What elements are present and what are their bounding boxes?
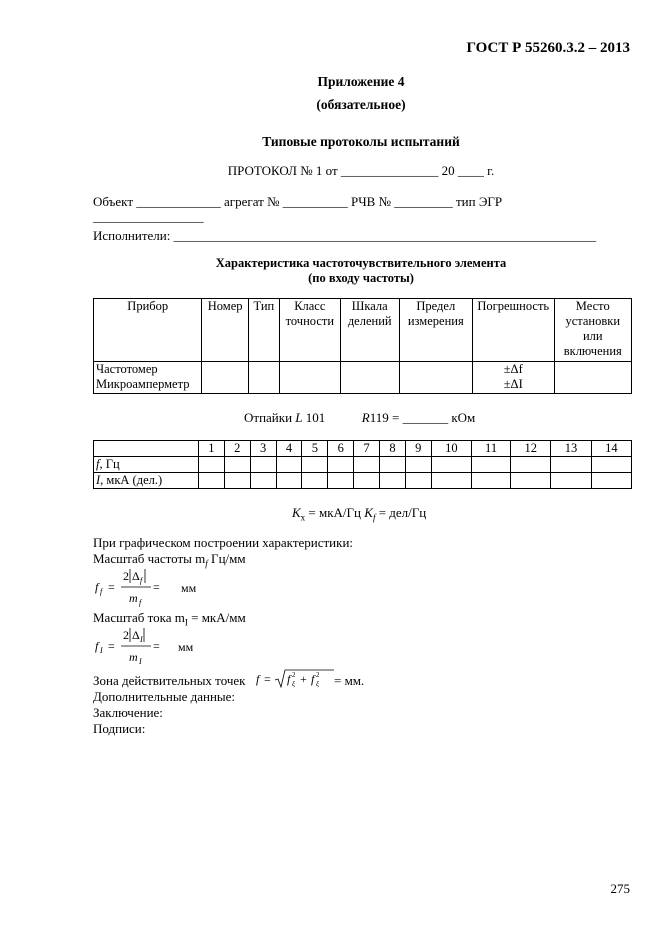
formula2-unit: мм bbox=[178, 640, 194, 654]
svg-text:f: f bbox=[311, 672, 315, 686]
table-cell bbox=[511, 473, 551, 489]
header-location-line4: включения bbox=[563, 344, 622, 358]
device-cell bbox=[94, 362, 202, 394]
protocol-line: ПРОТОКОЛ № 1 от _______________ 20 ____ г. bbox=[227, 163, 495, 178]
signatures-label: Подписи: bbox=[93, 721, 146, 736]
table-cell bbox=[405, 473, 431, 489]
header-location bbox=[554, 299, 632, 362]
col-11: 11 bbox=[471, 441, 510, 457]
table-cell bbox=[591, 473, 631, 489]
svg-text:I: I bbox=[100, 646, 103, 655]
current-scale-unit: = мкА/мм bbox=[187, 610, 246, 625]
location-cell bbox=[554, 362, 632, 394]
formula1-unit: мм bbox=[181, 581, 197, 595]
section-title: Характеристика частоточувствительного элемента bbox=[215, 256, 507, 270]
measurements-table bbox=[93, 440, 632, 489]
header-scale-line2: делений bbox=[347, 314, 392, 328]
taps-value: 101 bbox=[305, 410, 326, 425]
taps-line bbox=[244, 410, 475, 426]
current-row bbox=[94, 473, 632, 489]
svg-text:m: m bbox=[129, 591, 138, 605]
table-cell bbox=[471, 473, 510, 489]
svg-text:f: f bbox=[139, 598, 142, 607]
zone-unit: = мм. bbox=[334, 673, 365, 688]
header-scale bbox=[340, 299, 399, 362]
current-row-label bbox=[94, 473, 199, 489]
col-3: 3 bbox=[250, 441, 276, 457]
table-cell bbox=[328, 457, 354, 473]
type-cell bbox=[248, 362, 279, 394]
current-scale-label: Масштаб тока m bbox=[93, 610, 185, 625]
col-10: 10 bbox=[431, 441, 471, 457]
current-unit: , мкА (дел.) bbox=[100, 473, 163, 487]
table-cell bbox=[354, 457, 380, 473]
col-7: 7 bbox=[354, 441, 380, 457]
svg-text:f: f bbox=[95, 639, 99, 653]
table-cell bbox=[328, 473, 354, 489]
svg-text:=: = bbox=[153, 580, 160, 594]
instruments-table-body bbox=[94, 362, 632, 394]
svg-text:Δ: Δ bbox=[132, 569, 140, 583]
taps-variable: L bbox=[295, 410, 303, 425]
svg-text:=: = bbox=[108, 580, 115, 594]
measurements-header-row bbox=[94, 441, 632, 457]
svg-text:2: 2 bbox=[292, 671, 296, 679]
svg-text:I: I bbox=[140, 635, 143, 644]
table-cell bbox=[354, 473, 380, 489]
instruments-table bbox=[93, 298, 632, 394]
executors-line: Исполнители: _________________________________________________________________ bbox=[93, 228, 597, 243]
table-cell bbox=[551, 473, 591, 489]
svg-text:ξ: ξ bbox=[292, 680, 295, 688]
header-location-line1: Место bbox=[575, 299, 610, 313]
col-4: 4 bbox=[276, 441, 302, 457]
table-cell bbox=[276, 457, 302, 473]
additional-data-label: Дополнительные данные: bbox=[93, 689, 236, 704]
col-6: 6 bbox=[328, 441, 354, 457]
table-cell bbox=[302, 473, 328, 489]
resistor-variable: R bbox=[361, 410, 370, 425]
table-cell bbox=[302, 457, 328, 473]
number-cell bbox=[202, 362, 248, 394]
col-9: 9 bbox=[405, 441, 431, 457]
svg-text:2: 2 bbox=[123, 628, 129, 642]
svg-text:2: 2 bbox=[316, 671, 320, 679]
svg-text:2: 2 bbox=[123, 569, 129, 583]
header-accuracy-class-line2: точности bbox=[285, 314, 335, 328]
col-5: 5 bbox=[302, 441, 328, 457]
measurements-corner bbox=[94, 441, 199, 457]
table-cell bbox=[250, 473, 276, 489]
col-2: 2 bbox=[224, 441, 250, 457]
header-range-line2: измерения bbox=[407, 314, 464, 328]
device-frequency-meter: Частотомер bbox=[96, 362, 158, 376]
svg-text:f: f bbox=[140, 576, 143, 585]
header-device: Прибор bbox=[94, 299, 202, 362]
resistor-value: 119 = _______ кОм bbox=[369, 410, 476, 425]
svg-text:+: + bbox=[300, 672, 307, 686]
svg-text:m: m bbox=[129, 650, 138, 664]
table-cell bbox=[380, 473, 406, 489]
instruments-table-header bbox=[94, 299, 632, 362]
header-range bbox=[399, 299, 472, 362]
table-cell bbox=[276, 473, 302, 489]
col-12: 12 bbox=[511, 441, 551, 457]
section-subtitle: (по входу частоты) bbox=[308, 271, 414, 285]
svg-text:ξ: ξ bbox=[316, 680, 319, 688]
error-current: ±ΔI bbox=[503, 377, 523, 391]
table-cell bbox=[511, 457, 551, 473]
frequency-unit: , Гц bbox=[99, 457, 120, 471]
frequency-row-label bbox=[94, 457, 199, 473]
graph-intro: При графическом построении характеристики: bbox=[93, 535, 354, 550]
error-frequency: ±Δf bbox=[503, 362, 523, 376]
current-scale-sub: I bbox=[184, 617, 188, 628]
device-microammeter: Микроамперметр bbox=[96, 377, 190, 391]
frequency-scale-sub: f bbox=[205, 558, 208, 569]
kf-symbol: K bbox=[364, 505, 373, 520]
col-14: 14 bbox=[591, 441, 631, 457]
current-var: I bbox=[96, 473, 101, 487]
header-type: Тип bbox=[248, 299, 279, 362]
appendix-title: Приложение 4 bbox=[317, 74, 405, 89]
col-8: 8 bbox=[380, 441, 406, 457]
current-formula bbox=[93, 624, 213, 668]
kx-subscript: x bbox=[300, 512, 306, 523]
kx-symbol: K bbox=[292, 505, 301, 520]
taps-label: Отпайки bbox=[244, 410, 293, 425]
kf-subscript: f bbox=[372, 512, 376, 523]
svg-text:f: f bbox=[100, 587, 103, 596]
table-cell bbox=[199, 473, 225, 489]
table-cell bbox=[250, 457, 276, 473]
header-accuracy-class-line1: Класс bbox=[294, 299, 326, 313]
col-1: 1 bbox=[199, 441, 225, 457]
svg-text:=: = bbox=[108, 639, 115, 653]
frequency-row bbox=[94, 457, 632, 473]
svg-text:I: I bbox=[139, 657, 142, 666]
scale-cell bbox=[340, 362, 399, 394]
appendix-status: (обязательное) bbox=[316, 97, 406, 112]
col-13: 13 bbox=[551, 441, 591, 457]
conclusion-label: Заключение: bbox=[93, 705, 163, 720]
svg-text:=: = bbox=[264, 672, 271, 686]
kf-text: = дел/Гц bbox=[375, 505, 427, 520]
svg-text:=: = bbox=[153, 639, 160, 653]
table-cell bbox=[224, 457, 250, 473]
page-number: 275 bbox=[610, 881, 630, 896]
header-location-line2: установки bbox=[565, 314, 621, 328]
svg-text:Δ: Δ bbox=[132, 628, 140, 642]
table-cell bbox=[551, 457, 591, 473]
header-scale-line1: Шкала bbox=[351, 299, 388, 313]
header-error: Погрешность bbox=[472, 299, 554, 362]
table-cell bbox=[431, 473, 471, 489]
svg-text:f: f bbox=[256, 672, 260, 686]
table-cell bbox=[224, 473, 250, 489]
header-location-line3: или bbox=[582, 329, 603, 343]
coefficients-line bbox=[292, 505, 426, 523]
header-range-line1: Предел bbox=[416, 299, 456, 313]
zone-formula bbox=[254, 667, 344, 691]
zone-label: Зона действительных точек bbox=[93, 673, 246, 688]
kx-text: = мкА/Гц bbox=[305, 505, 365, 520]
table-cell bbox=[405, 457, 431, 473]
appendix-heading: Типовые протоколы испытаний bbox=[262, 134, 460, 149]
table-cell bbox=[591, 457, 631, 473]
error-cell bbox=[472, 362, 554, 394]
header-number: Номер bbox=[202, 299, 248, 362]
object-line: Объект _____________ агрегат № __________ РЧВ № _________ тип ЭГР bbox=[93, 194, 503, 209]
object-line-continued: _________________ bbox=[93, 209, 204, 224]
table-cell bbox=[471, 457, 510, 473]
frequency-scale-label: Масштаб частоты m bbox=[93, 551, 206, 566]
frequency-var: f bbox=[96, 457, 100, 471]
svg-text:f: f bbox=[287, 672, 291, 686]
frequency-scale-unit: Гц/мм bbox=[207, 551, 246, 566]
document-standard-code: ГОСТ Р 55260.3.2 – 2013 bbox=[466, 40, 630, 56]
range-cell bbox=[399, 362, 472, 394]
table-cell bbox=[199, 457, 225, 473]
table-cell bbox=[431, 457, 471, 473]
accuracy-cell bbox=[279, 362, 340, 394]
header-accuracy-class bbox=[279, 299, 340, 362]
table-cell bbox=[380, 457, 406, 473]
svg-text:f: f bbox=[95, 580, 99, 594]
